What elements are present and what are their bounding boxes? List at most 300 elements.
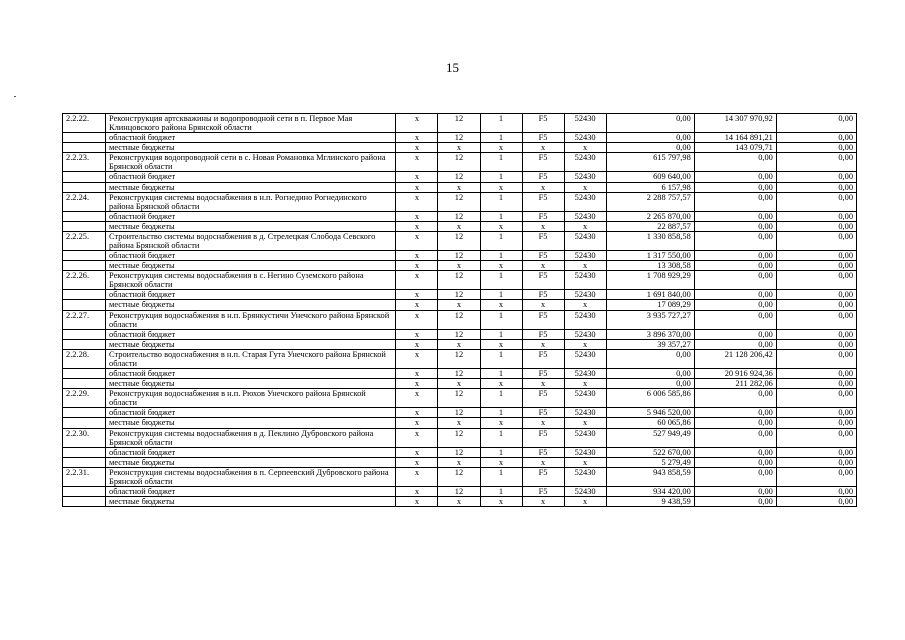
cell-code-2: x: [438, 143, 480, 153]
cell-item-number: 2.2.27.: [63, 310, 106, 329]
cell-code-5: 52430: [564, 114, 606, 133]
cell-amount-2: 0,00: [694, 329, 776, 339]
cell-code-3: 1: [480, 271, 522, 290]
cell-amount-2: 0,00: [694, 447, 776, 457]
cell-code-2: x: [438, 300, 480, 310]
cell-code-3: x: [480, 143, 522, 153]
cell-amount-3: 0,00: [776, 172, 856, 182]
cell-code-3: x: [480, 457, 522, 467]
cell-code-5: 52430: [564, 486, 606, 496]
cell-amount-1: 13 308,58: [606, 261, 694, 271]
cell-code-3: 1: [480, 211, 522, 221]
cell-code-5: 52430: [564, 153, 606, 172]
cell-item-number: [63, 182, 106, 192]
cell-code-5: 52430: [564, 251, 606, 261]
cell-code-1: x: [396, 114, 438, 133]
cell-code-3: 1: [480, 153, 522, 172]
cell-code-1: x: [396, 300, 438, 310]
cell-code-5: 52430: [564, 231, 606, 250]
cell-code-1: x: [396, 389, 438, 408]
cell-code-4: F5: [522, 133, 564, 143]
cell-item-number: [63, 261, 106, 271]
cell-code-5: 52430: [564, 310, 606, 329]
page-number: 15: [446, 60, 459, 75]
cell-code-1: x: [396, 251, 438, 261]
cell-code-3: 1: [480, 310, 522, 329]
cell-amount-1: 17 089,29: [606, 300, 694, 310]
cell-code-2: x: [438, 261, 480, 271]
cell-amount-2: 0,00: [694, 182, 776, 192]
cell-code-3: 1: [480, 251, 522, 261]
cell-code-5: 52430: [564, 349, 606, 368]
cell-code-4: x: [522, 300, 564, 310]
cell-amount-1: 2 288 757,57: [606, 192, 694, 211]
cell-amount-3: 0,00: [776, 408, 856, 418]
cell-amount-3: 0,00: [776, 300, 856, 310]
cell-item-number: 2.2.30.: [63, 428, 106, 447]
cell-code-3: 1: [480, 290, 522, 300]
cell-code-2: 12: [438, 231, 480, 250]
table-row: [63, 408, 857, 418]
cell-code-2: 12: [438, 271, 480, 290]
cell-amount-3: 0,00: [776, 428, 856, 447]
cell-code-2: x: [438, 339, 480, 349]
cell-amount-3: 0,00: [776, 389, 856, 408]
cell-code-2: x: [438, 379, 480, 389]
cell-item-number: [63, 133, 106, 143]
cell-item-name: Строительство водоснабжения в н.п. Старая Гута Унечского района Брянской области: [106, 349, 396, 368]
cell-item-number: 2.2.22.: [63, 114, 106, 133]
cell-code-4: F5: [522, 310, 564, 329]
cell-code-4: F5: [522, 211, 564, 221]
cell-amount-2: 0,00: [694, 261, 776, 271]
cell-code-3: 1: [480, 114, 522, 133]
cell-item-name: областной бюджет: [106, 486, 396, 496]
cell-code-5: x: [564, 182, 606, 192]
cell-code-3: x: [480, 379, 522, 389]
table-row: [63, 221, 857, 231]
cell-code-4: x: [522, 379, 564, 389]
cell-code-2: x: [438, 418, 480, 428]
table-row: [63, 329, 857, 339]
cell-amount-2: 0,00: [694, 211, 776, 221]
cell-amount-1: 1 708 929,29: [606, 271, 694, 290]
cell-item-name: местные бюджеты: [106, 379, 396, 389]
cell-code-5: 52430: [564, 211, 606, 221]
table-row: [63, 192, 857, 211]
cell-amount-1: 9 438,59: [606, 497, 694, 507]
cell-code-5: x: [564, 300, 606, 310]
cell-code-4: F5: [522, 428, 564, 447]
cell-code-5: 52430: [564, 408, 606, 418]
cell-code-3: 1: [480, 329, 522, 339]
cell-code-2: 12: [438, 408, 480, 418]
cell-code-4: x: [522, 497, 564, 507]
cell-code-5: x: [564, 221, 606, 231]
cell-amount-3: 0,00: [776, 379, 856, 389]
cell-item-name: местные бюджеты: [106, 182, 396, 192]
cell-amount-3: 0,00: [776, 143, 856, 153]
cell-code-4: F5: [522, 486, 564, 496]
cell-item-name: местные бюджеты: [106, 497, 396, 507]
cell-amount-1: 5 279,49: [606, 457, 694, 467]
cell-amount-1: 0,00: [606, 379, 694, 389]
cell-amount-2: 0,00: [694, 221, 776, 231]
cell-amount-2: 0,00: [694, 408, 776, 418]
cell-amount-2: 0,00: [694, 339, 776, 349]
cell-code-5: 52430: [564, 447, 606, 457]
table-row: [63, 172, 857, 182]
cell-item-name: областной бюджет: [106, 329, 396, 339]
cell-code-1: x: [396, 182, 438, 192]
cell-code-1: x: [396, 231, 438, 250]
cell-item-number: [63, 418, 106, 428]
cell-amount-2: 0,00: [694, 192, 776, 211]
cell-amount-3: 0,00: [776, 153, 856, 172]
cell-amount-1: 943 858,59: [606, 467, 694, 486]
cell-item-number: [63, 329, 106, 339]
table-row: [63, 261, 857, 271]
cell-item-number: [63, 143, 106, 153]
cell-amount-3: 0,00: [776, 447, 856, 457]
cell-amount-2: 0,00: [694, 172, 776, 182]
cell-amount-1: 0,00: [606, 133, 694, 143]
cell-amount-1: 3 896 370,00: [606, 329, 694, 339]
cell-code-2: 12: [438, 467, 480, 486]
cell-code-5: 52430: [564, 329, 606, 339]
cell-code-1: x: [396, 428, 438, 447]
cell-item-number: [63, 290, 106, 300]
table-row: [63, 467, 857, 486]
table-row: [63, 231, 857, 250]
cell-code-4: F5: [522, 447, 564, 457]
cell-code-3: 1: [480, 192, 522, 211]
cell-code-5: x: [564, 379, 606, 389]
cell-amount-2: 211 282,06: [694, 379, 776, 389]
cell-amount-3: 0,00: [776, 418, 856, 428]
cell-code-1: x: [396, 172, 438, 182]
budget-table: [62, 113, 857, 507]
cell-code-3: x: [480, 261, 522, 271]
cell-item-name: местные бюджеты: [106, 261, 396, 271]
cell-code-3: x: [480, 497, 522, 507]
cell-amount-1: 934 420,00: [606, 486, 694, 496]
cell-amount-2: 0,00: [694, 231, 776, 250]
cell-code-5: x: [564, 339, 606, 349]
cell-amount-1: 0,00: [606, 349, 694, 368]
cell-amount-3: 0,00: [776, 261, 856, 271]
cell-code-3: x: [480, 221, 522, 231]
cell-code-1: x: [396, 329, 438, 339]
cell-code-4: F5: [522, 467, 564, 486]
cell-code-3: 1: [480, 408, 522, 418]
table-row: [63, 143, 857, 153]
cell-item-name: местные бюджеты: [106, 339, 396, 349]
cell-code-4: F5: [522, 153, 564, 172]
cell-code-4: F5: [522, 329, 564, 339]
cell-code-2: 12: [438, 428, 480, 447]
cell-amount-3: 0,00: [776, 211, 856, 221]
table-row: [63, 310, 857, 329]
cell-amount-2: 14 307 970,92: [694, 114, 776, 133]
cell-code-1: x: [396, 133, 438, 143]
cell-amount-1: 527 949,49: [606, 428, 694, 447]
cell-code-4: x: [522, 182, 564, 192]
cell-code-1: x: [396, 310, 438, 329]
cell-amount-3: 0,00: [776, 271, 856, 290]
cell-amount-2: 0,00: [694, 300, 776, 310]
cell-code-2: 12: [438, 329, 480, 339]
cell-code-1: x: [396, 339, 438, 349]
cell-code-5: 52430: [564, 192, 606, 211]
table-row: [63, 418, 857, 428]
cell-item-name: Реконструкция артскважины и водопроводной сети в п. Первое Мая Клинцовского района Брянской области: [106, 114, 396, 133]
cell-amount-3: 0,00: [776, 290, 856, 300]
cell-code-2: 12: [438, 290, 480, 300]
cell-item-number: [63, 251, 106, 261]
cell-code-4: F5: [522, 172, 564, 182]
table-row: [63, 114, 857, 133]
table-row: [63, 349, 857, 368]
table-row: [63, 339, 857, 349]
cell-amount-3: 0,00: [776, 133, 856, 143]
table-row: [63, 182, 857, 192]
cell-amount-1: 2 265 870,00: [606, 211, 694, 221]
cell-code-1: x: [396, 457, 438, 467]
cell-code-5: 52430: [564, 389, 606, 408]
cell-code-5: x: [564, 457, 606, 467]
cell-item-number: [63, 457, 106, 467]
cell-item-number: 2.2.29.: [63, 389, 106, 408]
cell-item-number: 2.2.28.: [63, 349, 106, 368]
cell-amount-1: 1 317 550,00: [606, 251, 694, 261]
cell-code-3: 1: [480, 349, 522, 368]
cell-amount-2: 0,00: [694, 467, 776, 486]
cell-code-2: 12: [438, 389, 480, 408]
cell-item-name: местные бюджеты: [106, 143, 396, 153]
cell-amount-2: 0,00: [694, 418, 776, 428]
cell-code-3: x: [480, 339, 522, 349]
cell-amount-3: 0,00: [776, 349, 856, 368]
cell-amount-2: 0,00: [694, 310, 776, 329]
cell-code-4: F5: [522, 231, 564, 250]
cell-code-1: x: [396, 369, 438, 379]
cell-code-2: 12: [438, 369, 480, 379]
table-row: [63, 389, 857, 408]
cell-code-2: x: [438, 457, 480, 467]
cell-amount-3: 0,00: [776, 192, 856, 211]
cell-amount-1: 39 357,27: [606, 339, 694, 349]
table-row: [63, 497, 857, 507]
cell-code-1: x: [396, 418, 438, 428]
cell-item-name: областной бюджет: [106, 408, 396, 418]
cell-code-4: F5: [522, 290, 564, 300]
cell-item-name: местные бюджеты: [106, 457, 396, 467]
cell-amount-1: 0,00: [606, 369, 694, 379]
cell-code-2: x: [438, 221, 480, 231]
cell-item-name: Реконструкция системы водоснабжения в п. Серпеевский Дубровского района Брянской области: [106, 467, 396, 486]
cell-amount-1: 0,00: [606, 114, 694, 133]
cell-amount-2: 20 916 924,36: [694, 369, 776, 379]
table-row: [63, 457, 857, 467]
cell-item-number: 2.2.26.: [63, 271, 106, 290]
cell-amount-3: 0,00: [776, 329, 856, 339]
cell-code-1: x: [396, 143, 438, 153]
cell-code-3: 1: [480, 172, 522, 182]
cell-code-4: F5: [522, 114, 564, 133]
cell-amount-1: 1 691 840,00: [606, 290, 694, 300]
cell-code-4: F5: [522, 251, 564, 261]
cell-amount-3: 0,00: [776, 310, 856, 329]
cell-code-1: x: [396, 290, 438, 300]
cell-item-name: областной бюджет: [106, 369, 396, 379]
cell-amount-2: 0,00: [694, 153, 776, 172]
cell-code-1: x: [396, 271, 438, 290]
cell-code-2: 12: [438, 192, 480, 211]
cell-code-4: F5: [522, 192, 564, 211]
table-row: [63, 369, 857, 379]
cell-item-name: местные бюджеты: [106, 300, 396, 310]
cell-item-name: областной бюджет: [106, 447, 396, 457]
cell-item-number: [63, 408, 106, 418]
cell-item-name: Строительство системы водоснабжения в д. Стрелецкая Слобода Севского района Брянской области: [106, 231, 396, 250]
cell-item-name: Реконструкция водоснабжения в н.п. Рюхов Унечского района Брянской области: [106, 389, 396, 408]
cell-amount-1: 522 670,00: [606, 447, 694, 457]
cell-item-number: [63, 497, 106, 507]
cell-item-number: [63, 172, 106, 182]
cell-code-2: x: [438, 497, 480, 507]
cell-amount-2: 0,00: [694, 389, 776, 408]
cell-code-2: 12: [438, 211, 480, 221]
cell-code-5: 52430: [564, 172, 606, 182]
cell-code-5: x: [564, 497, 606, 507]
cell-code-2: 12: [438, 447, 480, 457]
cell-amount-2: 143 079,71: [694, 143, 776, 153]
cell-code-4: F5: [522, 369, 564, 379]
cell-amount-3: 0,00: [776, 231, 856, 250]
cell-code-4: x: [522, 457, 564, 467]
cell-amount-3: 0,00: [776, 339, 856, 349]
cell-code-4: x: [522, 221, 564, 231]
cell-code-2: 12: [438, 133, 480, 143]
cell-item-number: [63, 211, 106, 221]
cell-code-3: x: [480, 418, 522, 428]
cell-item-name: Реконструкция водоснабжения в н.п. Брянкустичи Унечского района Брянской области: [106, 310, 396, 329]
cell-item-name: Реконструкция системы водоснабжения в с. Негино Суземского района Брянской области: [106, 271, 396, 290]
cell-code-5: x: [564, 143, 606, 153]
cell-item-number: [63, 221, 106, 231]
cell-code-4: x: [522, 418, 564, 428]
cell-amount-1: 609 640,00: [606, 172, 694, 182]
cell-code-4: x: [522, 261, 564, 271]
cell-item-number: 2.2.24.: [63, 192, 106, 211]
cell-item-number: [63, 486, 106, 496]
table-row: [63, 300, 857, 310]
cell-code-1: x: [396, 153, 438, 172]
cell-code-2: 12: [438, 114, 480, 133]
table-row: [63, 211, 857, 221]
cell-amount-1: 3 935 727,27: [606, 310, 694, 329]
cell-item-number: [63, 447, 106, 457]
cell-amount-2: 0,00: [694, 290, 776, 300]
cell-item-name: областной бюджет: [106, 172, 396, 182]
cell-code-1: x: [396, 379, 438, 389]
cell-code-3: 1: [480, 486, 522, 496]
cell-amount-3: 0,00: [776, 486, 856, 496]
table-row: [63, 447, 857, 457]
cell-amount-1: 1 330 858,58: [606, 231, 694, 250]
cell-code-2: 12: [438, 310, 480, 329]
cell-amount-2: 0,00: [694, 497, 776, 507]
cell-code-5: 52430: [564, 428, 606, 447]
cell-amount-2: 21 128 206,42: [694, 349, 776, 368]
table-row: [63, 428, 857, 447]
cell-item-name: областной бюджет: [106, 251, 396, 261]
cell-code-3: 1: [480, 369, 522, 379]
cell-code-2: 12: [438, 251, 480, 261]
cell-code-5: x: [564, 261, 606, 271]
cell-code-3: 1: [480, 447, 522, 457]
cell-amount-3: 0,00: [776, 182, 856, 192]
table-body: [63, 114, 857, 507]
cell-item-name: местные бюджеты: [106, 221, 396, 231]
table-row: [63, 153, 857, 172]
cell-code-4: F5: [522, 389, 564, 408]
cell-amount-2: 0,00: [694, 271, 776, 290]
table-row: [63, 486, 857, 496]
cell-item-name: Реконструкция системы водоснабжения в н.п. Рогнедино Рогнединского района Брянской области: [106, 192, 396, 211]
cell-code-1: x: [396, 349, 438, 368]
cell-item-number: 2.2.23.: [63, 153, 106, 172]
cell-amount-2: 0,00: [694, 428, 776, 447]
cell-code-2: x: [438, 182, 480, 192]
cell-amount-3: 0,00: [776, 251, 856, 261]
cell-code-1: x: [396, 467, 438, 486]
table-row: [63, 251, 857, 261]
cell-amount-3: 0,00: [776, 369, 856, 379]
table-row: [63, 133, 857, 143]
cell-item-name: Реконструкция системы водоснабжения в д. Пеклино Дубровского района Брянской области: [106, 428, 396, 447]
cell-amount-3: 0,00: [776, 221, 856, 231]
cell-item-name: областной бюджет: [106, 133, 396, 143]
cell-item-number: 2.2.31.: [63, 467, 106, 486]
cell-code-5: 52430: [564, 369, 606, 379]
cell-item-number: [63, 300, 106, 310]
table-row: [63, 290, 857, 300]
cell-code-2: 12: [438, 153, 480, 172]
cell-item-name: областной бюджет: [106, 290, 396, 300]
cell-item-name: областной бюджет: [106, 211, 396, 221]
cell-amount-3: 0,00: [776, 457, 856, 467]
cell-code-4: F5: [522, 349, 564, 368]
cell-code-3: x: [480, 182, 522, 192]
cell-code-4: x: [522, 339, 564, 349]
cell-code-1: x: [396, 261, 438, 271]
cell-code-1: x: [396, 497, 438, 507]
cell-amount-3: 0,00: [776, 497, 856, 507]
cell-amount-1: 60 065,86: [606, 418, 694, 428]
cell-amount-1: 22 887,57: [606, 221, 694, 231]
cell-amount-1: 6 157,98: [606, 182, 694, 192]
cell-code-4: F5: [522, 271, 564, 290]
cell-code-1: x: [396, 221, 438, 231]
cell-code-3: 1: [480, 231, 522, 250]
cell-code-4: x: [522, 143, 564, 153]
cell-code-5: 52430: [564, 467, 606, 486]
table-row: [63, 271, 857, 290]
cell-code-3: 1: [480, 428, 522, 447]
cell-code-5: 52430: [564, 290, 606, 300]
